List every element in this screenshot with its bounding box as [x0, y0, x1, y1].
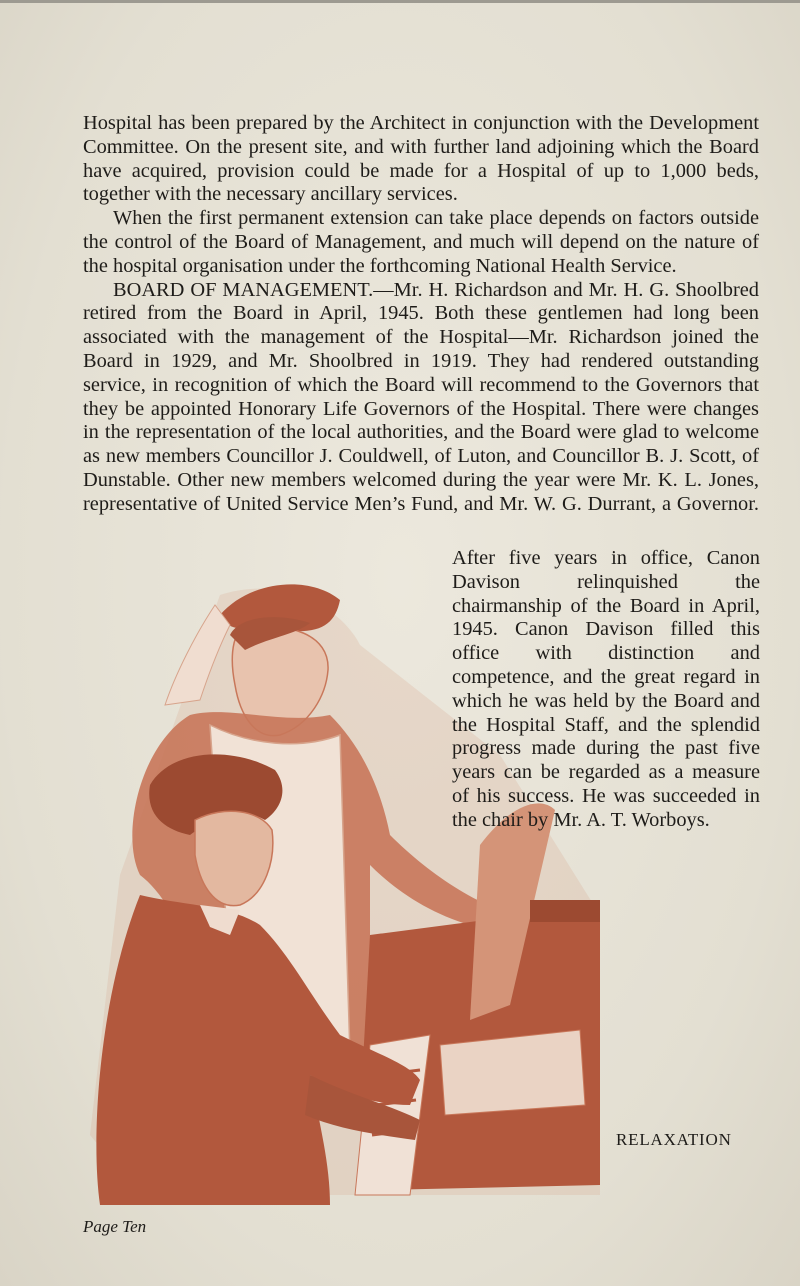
side-text [452, 547, 760, 833]
photo-caption: RELAXATION [616, 1130, 732, 1149]
top-edge-line [0, 0, 800, 3]
page-number: Page Ten [83, 1217, 147, 1236]
body-text [83, 112, 759, 517]
paragraph-4: After five years in office, Canon Davison relinquished the chairmanship of the Board in April, 1945. Canon Davison filled this office with distinction and competence, and the great regard in which he was held by the Board and the Hospital Staff, and the splendid progress made during the past five years can be regarded as a measure of his success. He was succeeded in the chair by Mr. A. T. Worboys. [452, 547, 760, 831]
paragraph-1: Hospital has been prepared by the Architect in conjunction with the Development Committee. On the present site, and with further land adjoining which the Board have acquired, provision could be made for a Hospital of up to 1,000 beds, together with the necessary ancillary services. [83, 112, 759, 206]
sheet-music [440, 1030, 585, 1115]
paragraph-3: BOARD OF MANAGEMENT.—Mr. H. Richardson and Mr. H. G. Shoolbred retired from the Board in April, 1945. Both these gentlemen had long been associated with the management of the Hospital—Mr. Richardson joined the Board in 1929, and Mr. Shoolbred in 1919. They had rendered outstanding service, in recognition of which the Board will recommend to the Governors that they be appointed Honorary Life Governors of the Hospital. There were changes in the representation of the local authorities, and the Board were glad to welcome as new members Councillor J. Couldwell, of Luton, and Councillor B. J. Scott, of Dunstable. Other new members welcomed during the year were Mr. K. L. Jones, representative of United Service Men’s Fund, and Mr. W. G. Durrant, a Governor. [83, 278, 759, 515]
paragraph-2: When the first permanent extension can take place depends on factors outside the control of the Board of Management, and much will depend on the nature of the hospital organisation under the forthcoming National Health Service. [83, 207, 759, 277]
piano-lid [530, 900, 600, 922]
